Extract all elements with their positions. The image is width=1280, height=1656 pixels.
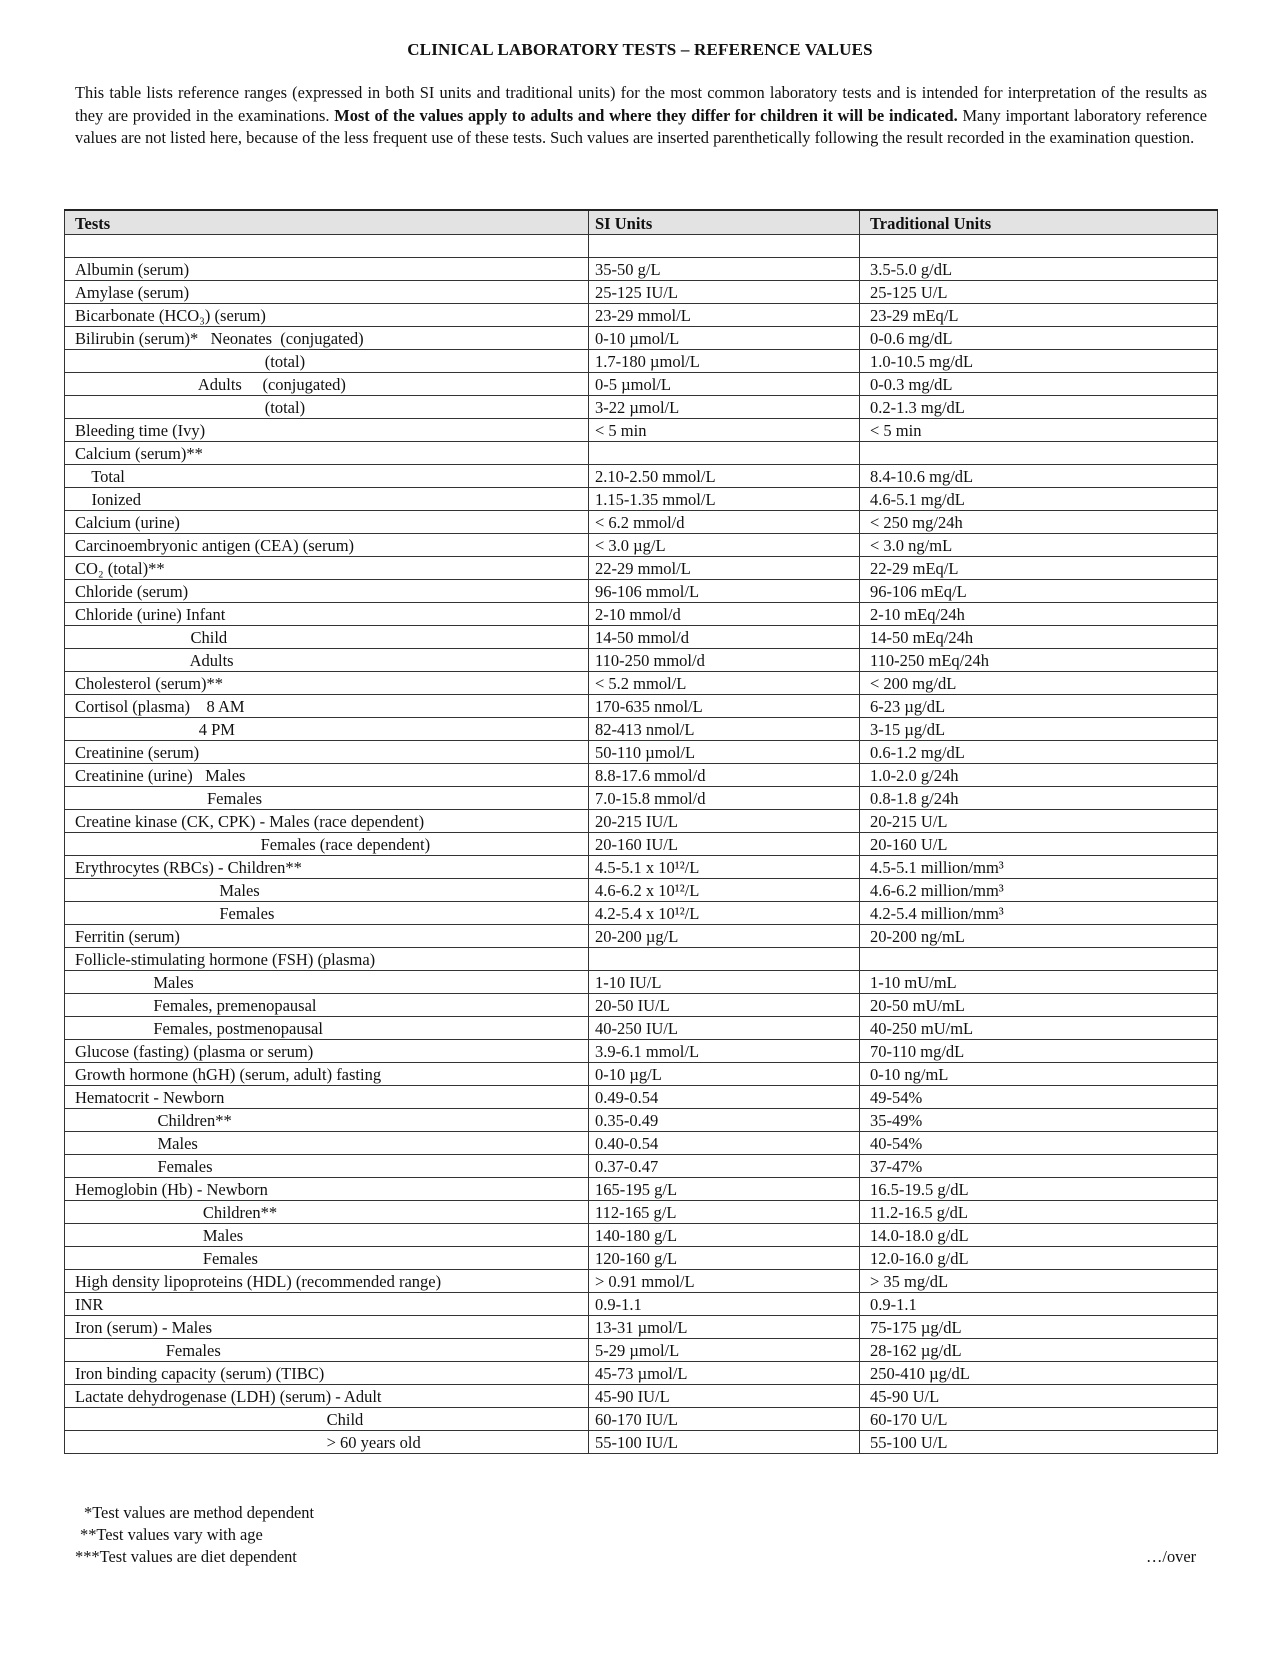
test-name-cell: 4 PM [65, 718, 589, 741]
test-name-cell: Bicarbonate (HCO₃) (serum) [65, 304, 589, 327]
si-units-cell: 20-215 IU/L [589, 810, 860, 833]
si-units-cell: 50-110 µmol/L [589, 741, 860, 764]
test-name-cell: Growth hormone (hGH) (serum, adult) fasting [65, 1063, 589, 1086]
test-name-cell [65, 235, 589, 258]
traditional-units-cell: 0-0.6 mg/dL [860, 327, 1218, 350]
traditional-units-cell: 4.6-5.1 mg/dL [860, 488, 1218, 511]
si-units-cell: 1-10 IU/L [589, 971, 860, 994]
table-row [65, 350, 1218, 373]
test-name-cell: INR [65, 1293, 589, 1316]
si-units-cell: 14-50 mmol/d [589, 626, 860, 649]
si-units-cell: 0.49-0.54 [589, 1086, 860, 1109]
traditional-units-cell: 23-29 mEq/L [860, 304, 1218, 327]
table-row [65, 718, 1218, 741]
test-name-cell: Albumin (serum) [65, 258, 589, 281]
table-row [65, 1316, 1218, 1339]
si-units-cell: 3.9-6.1 mmol/L [589, 1040, 860, 1063]
test-name-cell: Cortisol (plasma) 8 AM [65, 695, 589, 718]
si-units-cell: 0.35-0.49 [589, 1109, 860, 1132]
traditional-units-cell: 20-160 U/L [860, 833, 1218, 856]
traditional-units-cell: 0.6-1.2 mg/dL [860, 741, 1218, 764]
si-units-cell: 0-10 µmol/L [589, 327, 860, 350]
table-row [65, 1362, 1218, 1385]
si-units-cell: 22-29 mmol/L [589, 557, 860, 580]
table-row [65, 810, 1218, 833]
si-units-cell: 120-160 g/L [589, 1247, 860, 1270]
si-units-cell: 4.6-6.2 x 10¹²/L [589, 879, 860, 902]
si-units-cell: 0.37-0.47 [589, 1155, 860, 1178]
header-si-units: SI Units [589, 210, 860, 235]
table-row [65, 1086, 1218, 1109]
table-row [65, 511, 1218, 534]
table-row [65, 833, 1218, 856]
test-name-cell: Males [65, 879, 589, 902]
test-name-cell: Adults (conjugated) [65, 373, 589, 396]
test-name-cell: Females [65, 787, 589, 810]
table-row [65, 258, 1218, 281]
intro-text-1: This table lists reference ranges (expressed in both SI units and traditional units) for the most common laboratory tests and is intended for interpretation of the results as they are provided in the examinations. [75, 83, 1207, 125]
traditional-units-cell: 20-50 mU/mL [860, 994, 1218, 1017]
test-name-cell: Ferritin (serum) [65, 925, 589, 948]
traditional-units-cell: 14-50 mEq/24h [860, 626, 1218, 649]
table-row [65, 856, 1218, 879]
table-row [65, 396, 1218, 419]
table-row [65, 1224, 1218, 1247]
traditional-units-cell: 96-106 mEq/L [860, 580, 1218, 603]
table-row [65, 1339, 1218, 1362]
test-name-cell: Males [65, 1132, 589, 1155]
test-name-cell: Females [65, 902, 589, 925]
traditional-units-cell: 8.4-10.6 mg/dL [860, 465, 1218, 488]
header-traditional-units: Traditional Units [860, 210, 1218, 235]
table-row [65, 971, 1218, 994]
test-name-cell: Hematocrit - Newborn [65, 1086, 589, 1109]
table-row [65, 925, 1218, 948]
traditional-units-cell: 25-125 U/L [860, 281, 1218, 304]
table-row [65, 557, 1218, 580]
table-row [65, 1178, 1218, 1201]
traditional-units-cell: 40-250 mU/mL [860, 1017, 1218, 1040]
traditional-units-cell: 35-49% [860, 1109, 1218, 1132]
traditional-units-cell: 20-200 ng/mL [860, 925, 1218, 948]
traditional-units-cell: 0.8-1.8 g/24h [860, 787, 1218, 810]
table-row [65, 649, 1218, 672]
si-units-cell: 82-413 nmol/L [589, 718, 860, 741]
traditional-units-cell: < 5 min [860, 419, 1218, 442]
footnote-diet-dependent: ***Test values are diet dependent [75, 1547, 297, 1566]
traditional-units-cell: 1.0-2.0 g/24h [860, 764, 1218, 787]
table-row [65, 603, 1218, 626]
test-name-cell: (total) [65, 350, 589, 373]
table-row [65, 672, 1218, 695]
traditional-units-cell: 1.0-10.5 mg/dL [860, 350, 1218, 373]
table-row [65, 1155, 1218, 1178]
traditional-units-cell: < 3.0 ng/mL [860, 534, 1218, 557]
si-units-cell: 96-106 mmol/L [589, 580, 860, 603]
table-row [65, 327, 1218, 350]
test-name-cell: Glucose (fasting) (plasma or serum) [65, 1040, 589, 1063]
table-row [65, 879, 1218, 902]
reference-values-table [64, 209, 1218, 1454]
si-units-cell: 2.10-2.50 mmol/L [589, 465, 860, 488]
traditional-units-cell: 22-29 mEq/L [860, 557, 1218, 580]
table-row [65, 902, 1218, 925]
traditional-units-cell: 55-100 U/L [860, 1431, 1218, 1454]
table-row [65, 1293, 1218, 1316]
test-name-cell: Females, postmenopausal [65, 1017, 589, 1040]
si-units-cell [589, 948, 860, 971]
document-title: CLINICAL LABORATORY TESTS – REFERENCE VALUES [407, 40, 873, 59]
table-row [65, 580, 1218, 603]
si-units-cell: 140-180 g/L [589, 1224, 860, 1247]
test-name-cell: Females, premenopausal [65, 994, 589, 1017]
traditional-units-cell: < 250 mg/24h [860, 511, 1218, 534]
si-units-cell: 40-250 IU/L [589, 1017, 860, 1040]
test-name-cell: Males [65, 1224, 589, 1247]
si-units-cell: < 5.2 mmol/L [589, 672, 860, 695]
traditional-units-cell: 45-90 U/L [860, 1385, 1218, 1408]
traditional-units-cell: 250-410 µg/dL [860, 1362, 1218, 1385]
table-row [65, 1408, 1218, 1431]
si-units-cell: 55-100 IU/L [589, 1431, 860, 1454]
test-name-cell: Bleeding time (Ivy) [65, 419, 589, 442]
test-name-cell: Erythrocytes (RBCs) - Children** [65, 856, 589, 879]
si-units-cell: 5-29 µmol/L [589, 1339, 860, 1362]
traditional-units-cell [860, 235, 1218, 258]
si-units-cell: 7.0-15.8 mmol/d [589, 787, 860, 810]
si-units-cell: 8.8-17.6 mmol/d [589, 764, 860, 787]
si-units-cell [589, 442, 860, 465]
test-name-cell: Females [65, 1247, 589, 1270]
test-name-cell: CO₂ (total)** [65, 557, 589, 580]
footnote-vary-with-age: **Test values vary with age [80, 1525, 263, 1544]
si-units-cell: 112-165 g/L [589, 1201, 860, 1224]
traditional-units-cell: 0.2-1.3 mg/dL [860, 396, 1218, 419]
table-row [65, 948, 1218, 971]
test-name-cell: Cholesterol (serum)** [65, 672, 589, 695]
test-name-cell: > 60 years old [65, 1431, 589, 1454]
si-units-cell: < 5 min [589, 419, 860, 442]
table-row [65, 1132, 1218, 1155]
test-name-cell: Chloride (serum) [65, 580, 589, 603]
traditional-units-cell: 4.6-6.2 million/mm³ [860, 879, 1218, 902]
si-units-cell: 1.15-1.35 mmol/L [589, 488, 860, 511]
table-row [65, 373, 1218, 396]
test-name-cell: Lactate dehydrogenase (LDH) (serum) - Adult [65, 1385, 589, 1408]
traditional-units-cell: 12.0-16.0 g/dL [860, 1247, 1218, 1270]
table-row [65, 787, 1218, 810]
traditional-units-cell: 49-54% [860, 1086, 1218, 1109]
test-name-cell: Creatine kinase (CK, CPK) - Males (race dependent) [65, 810, 589, 833]
si-units-cell: 35-50 g/L [589, 258, 860, 281]
si-units-cell: 0-10 µg/L [589, 1063, 860, 1086]
test-name-cell: Total [65, 465, 589, 488]
table-row [65, 1270, 1218, 1293]
traditional-units-cell: 1-10 mU/mL [860, 971, 1218, 994]
test-name-cell: Follicle-stimulating hormone (FSH) (plasma) [65, 948, 589, 971]
table-row [65, 1063, 1218, 1086]
traditional-units-cell: 28-162 µg/dL [860, 1339, 1218, 1362]
traditional-units-cell: 75-175 µg/dL [860, 1316, 1218, 1339]
traditional-units-cell: 20-215 U/L [860, 810, 1218, 833]
si-units-cell: 4.5-5.1 x 10¹²/L [589, 856, 860, 879]
table-row [65, 1431, 1218, 1454]
table-row [65, 1201, 1218, 1224]
traditional-units-cell: 60-170 U/L [860, 1408, 1218, 1431]
traditional-units-cell: < 200 mg/dL [860, 672, 1218, 695]
test-name-cell: High density lipoproteins (HDL) (recommended range) [65, 1270, 589, 1293]
table-row [65, 695, 1218, 718]
si-units-cell: 2-10 mmol/d [589, 603, 860, 626]
traditional-units-cell: > 35 mg/dL [860, 1270, 1218, 1293]
table-row [65, 1385, 1218, 1408]
intro-text-2: Many important laboratory reference values are not listed here, because of the less frequent use of these tests. Such values are inserted parenthetically following the result recorded in the examination question. [75, 105, 1207, 147]
footnote-method-dependent: *Test values are method dependent [84, 1503, 315, 1522]
table-row [65, 1040, 1218, 1063]
si-units-cell: 0.40-0.54 [589, 1132, 860, 1155]
traditional-units-cell: 40-54% [860, 1132, 1218, 1155]
traditional-units-cell: 4.5-5.1 million/mm³ [860, 856, 1218, 879]
si-units-cell: < 6.2 mmol/d [589, 511, 860, 534]
table-row [65, 235, 1218, 258]
table-row [65, 764, 1218, 787]
si-units-cell: < 3.0 µg/L [589, 534, 860, 557]
traditional-units-cell: 11.2-16.5 g/dL [860, 1201, 1218, 1224]
test-name-cell: Calcium (serum)** [65, 442, 589, 465]
test-name-cell: Females [65, 1339, 589, 1362]
test-name-cell: (total) [65, 396, 589, 419]
si-units-cell: 110-250 mmol/d [589, 649, 860, 672]
header-tests: Tests [65, 210, 589, 235]
table-row [65, 419, 1218, 442]
traditional-units-cell: 0-0.3 mg/dL [860, 373, 1218, 396]
test-name-cell: Children** [65, 1201, 589, 1224]
test-name-cell: Chloride (urine) Infant [65, 603, 589, 626]
continuation-note: …/over [1146, 1547, 1197, 1566]
traditional-units-cell: 16.5-19.5 g/dL [860, 1178, 1218, 1201]
test-name-cell: Amylase (serum) [65, 281, 589, 304]
table-row [65, 994, 1218, 1017]
test-name-cell: Adults [65, 649, 589, 672]
traditional-units-cell: 37-47% [860, 1155, 1218, 1178]
table-row [65, 488, 1218, 511]
traditional-units-cell: 0-10 ng/mL [860, 1063, 1218, 1086]
si-units-cell: 0.9-1.1 [589, 1293, 860, 1316]
traditional-units-cell: 70-110 mg/dL [860, 1040, 1218, 1063]
table-row [65, 304, 1218, 327]
test-name-cell: Child [65, 626, 589, 649]
si-units-cell [589, 235, 860, 258]
si-units-cell: 13-31 µmol/L [589, 1316, 860, 1339]
table-row [65, 1017, 1218, 1040]
si-units-cell: 60-170 IU/L [589, 1408, 860, 1431]
traditional-units-cell: 3.5-5.0 g/dL [860, 258, 1218, 281]
si-units-cell: 20-200 µg/L [589, 925, 860, 948]
traditional-units-cell [860, 948, 1218, 971]
traditional-units-cell: 2-10 mEq/24h [860, 603, 1218, 626]
test-name-cell: Creatinine (serum) [65, 741, 589, 764]
traditional-units-cell: 6-23 µg/dL [860, 695, 1218, 718]
intro-paragraph [75, 82, 1207, 150]
table-row [65, 281, 1218, 304]
si-units-cell: 45-73 µmol/L [589, 1362, 860, 1385]
si-units-cell: 45-90 IU/L [589, 1385, 860, 1408]
table-row [65, 442, 1218, 465]
test-name-cell: Ionized [65, 488, 589, 511]
si-units-cell: > 0.91 mmol/L [589, 1270, 860, 1293]
test-name-cell: Bilirubin (serum)* Neonates (conjugated) [65, 327, 589, 350]
test-name-cell: Carcinoembryonic antigen (CEA) (serum) [65, 534, 589, 557]
test-name-cell: Calcium (urine) [65, 511, 589, 534]
si-units-cell: 1.7-180 µmol/L [589, 350, 860, 373]
table-row [65, 626, 1218, 649]
test-name-cell: Creatinine (urine) Males [65, 764, 589, 787]
si-units-cell: 0-5 µmol/L [589, 373, 860, 396]
test-name-cell: Hemoglobin (Hb) - Newborn [65, 1178, 589, 1201]
traditional-units-cell: 110-250 mEq/24h [860, 649, 1218, 672]
test-name-cell: Females [65, 1155, 589, 1178]
traditional-units-cell [860, 442, 1218, 465]
table-row [65, 1109, 1218, 1132]
test-name-cell: Child [65, 1408, 589, 1431]
table-row [65, 741, 1218, 764]
traditional-units-cell: 3-15 µg/dL [860, 718, 1218, 741]
intro-bold-text: Most of the values apply to adults and where they differ for children it will be indicated. [334, 105, 958, 125]
test-name-cell: Females (race dependent) [65, 833, 589, 856]
table-body [65, 235, 1218, 1454]
si-units-cell: 23-29 mmol/L [589, 304, 860, 327]
test-name-cell: Children** [65, 1109, 589, 1132]
si-units-cell: 3-22 µmol/L [589, 396, 860, 419]
test-name-cell: Males [65, 971, 589, 994]
traditional-units-cell: 14.0-18.0 g/dL [860, 1224, 1218, 1247]
traditional-units-cell: 0.9-1.1 [860, 1293, 1218, 1316]
table-row [65, 465, 1218, 488]
test-name-cell: Iron binding capacity (serum) (TIBC) [65, 1362, 589, 1385]
si-units-cell: 20-50 IU/L [589, 994, 860, 1017]
si-units-cell: 4.2-5.4 x 10¹²/L [589, 902, 860, 925]
traditional-units-cell: 4.2-5.4 million/mm³ [860, 902, 1218, 925]
si-units-cell: 20-160 IU/L [589, 833, 860, 856]
table-header-row [65, 210, 1218, 235]
table-row [65, 1247, 1218, 1270]
table-row [65, 534, 1218, 557]
test-name-cell: Iron (serum) - Males [65, 1316, 589, 1339]
si-units-cell: 25-125 IU/L [589, 281, 860, 304]
si-units-cell: 170-635 nmol/L [589, 695, 860, 718]
si-units-cell: 165-195 g/L [589, 1178, 860, 1201]
